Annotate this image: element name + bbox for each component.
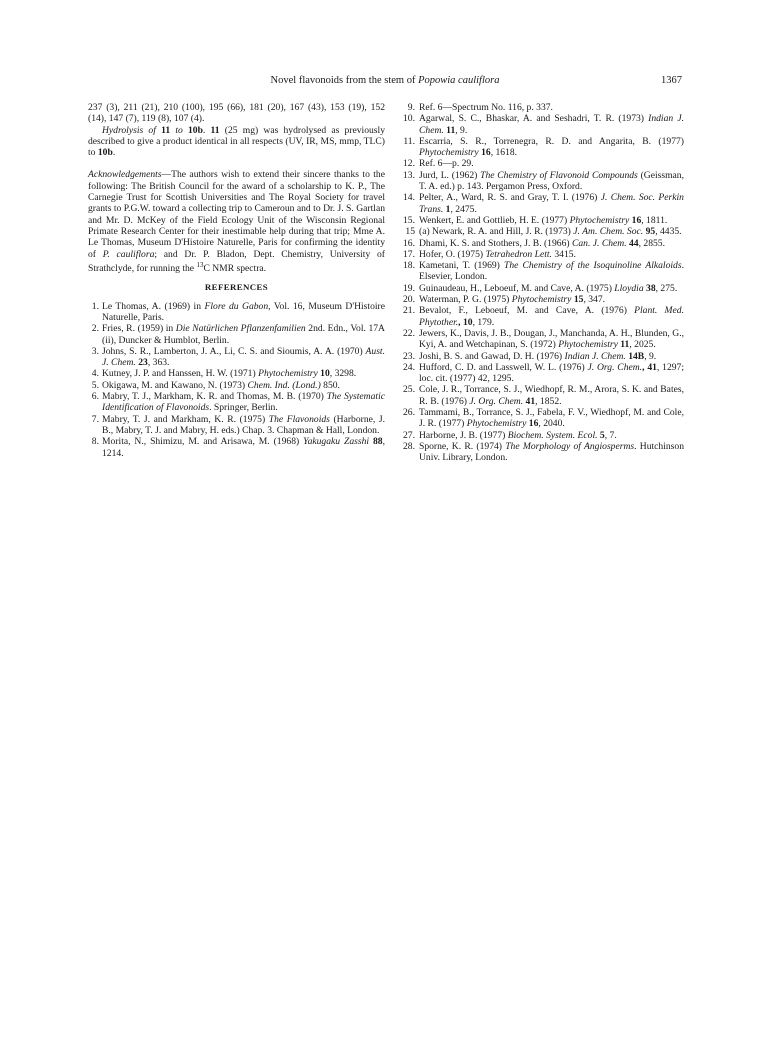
reference-item: 6. Mabry, T. J., Markham, K. R. and Thomas, M. B. (1970) The Systematic Identification of Flavonoids. Springer, Berlin. [91,391,385,414]
reference-item: 10. Agarwal, S. C., Bhaskar, A. and Seshadri, T. R. (1973) Indian J. Chem. 11, 9. [403,113,684,136]
reference-item: 5. Okigawa, M. and Kawano, N. (1973) Chem. Ind. (Lond.) 850. [91,379,340,391]
reference-item: 13. Jurd, L. (1962) The Chemistry of Flavonoid Compounds (Geissman, T. A. ed.) p. 143. Pergamon Press, Oxford. [403,169,685,193]
reference-item: 28. Sporne, K. R. (1974) The Morphology of Angiosperms. Hutchinson Univ. Library, London. [403,440,685,464]
page-number: 1367 [661,75,682,86]
reference-item: 23. Joshi, B. S. and Gawad, D. H. (1976) Indian J. Chem. 14B, 9. [403,350,657,362]
reference-item: 1. Le Thomas, A. (1969) in Flore du Gabon, Vol. 16, Museum D'Histoire Naturelle, Paris. [91,300,385,323]
reference-item: 15. Wenkert, E. and Gottlieb, H. E. (1977) Phytochemistry 16, 1811. [403,214,668,226]
reference-item: 9. Ref. 6—Spectrum No. 116, p. 337. [407,102,553,113]
reference-item: 18. Kametani, T. (1969) The Chemistry of the Isoquinoline Alkaloids. Elsevier, London. [403,260,684,283]
reference-item: 26. Tammami, B., Torrance, S. J., Fabela, F. V., Wiedhopf, M. and Cole, J. R. (1977) Phytochemistry 16, 2040. [403,407,684,430]
reference-item: 2. Fries, R. (1959) in Die Natürlichen Pflanzenfamilien 2nd. Edn., Vol. 17A (ii), Duncker & Humblot, Berlin. [91,323,385,346]
running-header [88,75,682,89]
acknowledgements-paragraph: Acknowledgements—The authors wish to extend their sincere thanks to the following: The British Council for the award of a scholarship to K. P., The Carnegie Trust for Scottish Universities and The Royal Society for travel grants to P.G.W. toward a collecting trip to Cameroun and to Dr. J. S. Gartlan and Mr. D. McKey of the Field Ecology Unit of the Wisconsin Regional Primate Research Center for their inestimable help during that trip; Mme A. Le Thomas, Museum D'Histoire Naturelle, Paris for confirming the identity of P. cauliflora; and Dr. P. Bladon, Dept. Chemistry, University of Strathclyde, for running the $^{13}$C NMR spectra. [88,169,385,275]
right-column [402,102,684,464]
references-list-left [88,301,385,459]
reference-item: 19. Guinaudeau, H., Leboeuf, M. and Cave, A. (1975) Lloydia 38, 275. [403,282,678,294]
reference-item: 11. Escarria, S. R., Torrenegra, R. D. and Angarita, B. (1977) Phytochemistry 16, 1618. [403,135,684,159]
running-title-text: Novel flavonoids from the stem of [270,75,419,86]
hydrolysis-paragraph: Hydrolysis of 11 to 10b. 11 (25 mg) was hydrolysed as previously described to give a product identical in all respects (UV, IR, MS, mmp, TLC) to 10b. [88,124,386,159]
reference-item: 12. Ref. 6—p. 29. [403,158,474,170]
reference-item: 25. Cole, J. R., Torrance, S. J., Wiedhopf, R. M., Arora, S. K. and Bates, R. B. (1976) J. Org. Chem. 41, 1852. [403,384,684,407]
running-title [88,75,682,86]
reference-item: 24. Hufford, C. D. and Lasswell, W. L. (1976) J. Org. Chem., 41, 1297; loc. cit. (1977) 42, 1295. [403,361,685,385]
reference-item: 8. Morita, N., Shimizu, M. and Arisawa, M. (1968) Yakugaku Zasshi 88, 1214. [91,436,385,459]
references-list-right [402,102,684,464]
reference-item: 16. Dhami, K. S. and Stothers, J. B. (1966) Can. J. Chem. 44, 2855. [403,237,665,249]
left-column [88,102,385,459]
reference-item: 20. Waterman, P. G. (1975) Phytochemistry 15, 347. [403,294,606,306]
references-heading: REFERENCES [204,282,269,293]
ms-data-line: 237 (3), 211 (21), 210 (100), 195 (66), 181 (20), 167 (43), 153 (19), 152 (14), 147 (7), 119 (8), 107 (4). [88,102,385,125]
reference-item: 7. Mabry, T. J. and Markham, K. R. (1975) The Flavonoids (Harborne, J. B., Mabry, T. J. and Mabry, H. eds.) Chap. 3. Chapman & Hall, London. [91,413,385,436]
reference-item: 3. Johns, S. R., Lamberton, J. A., Li, C. S. and Sioumis, A. A. (1970) Aust. J. Chem. 23, 363. [91,345,385,369]
reference-item: 4. Kutney, J. P. and Hanssen, H. W. (1971) Phytochemistry 10, 3298. [91,368,357,380]
reference-item: 14. Pelter, A., Ward, R. S. and Gray, T. I. (1976) J. Chem. Soc. Perkin Trans. 1, 2475. [403,192,684,215]
reference-item: 17. Hofer, O. (1975) Tetrahedron Lett. 3415. [403,248,576,260]
reference-item: 15 (a) Newark, R. A. and Hill, J. R. (1973) J. Am. Chem. Soc. 95, 4435. [405,226,682,238]
reference-item: 22. Jewers, K., Davis, J. B., Dougan, J., Manchanda, A. H., Blunden, G., Kyi, A. and Wetchapinan, S. (1972) Phytochemistry 11, 2025. [403,327,684,351]
reference-item: 27. Harborne, J. B. (1977) Biochem. System. Ecol. 5, 7. [403,429,617,441]
running-title-species: Popowia cauliflora [418,75,500,86]
reference-item: 21. Bevalot, F., Leboeuf, M. and Cave, A. (1976) Plant. Med. Phytother., 10, 179. [403,305,684,328]
